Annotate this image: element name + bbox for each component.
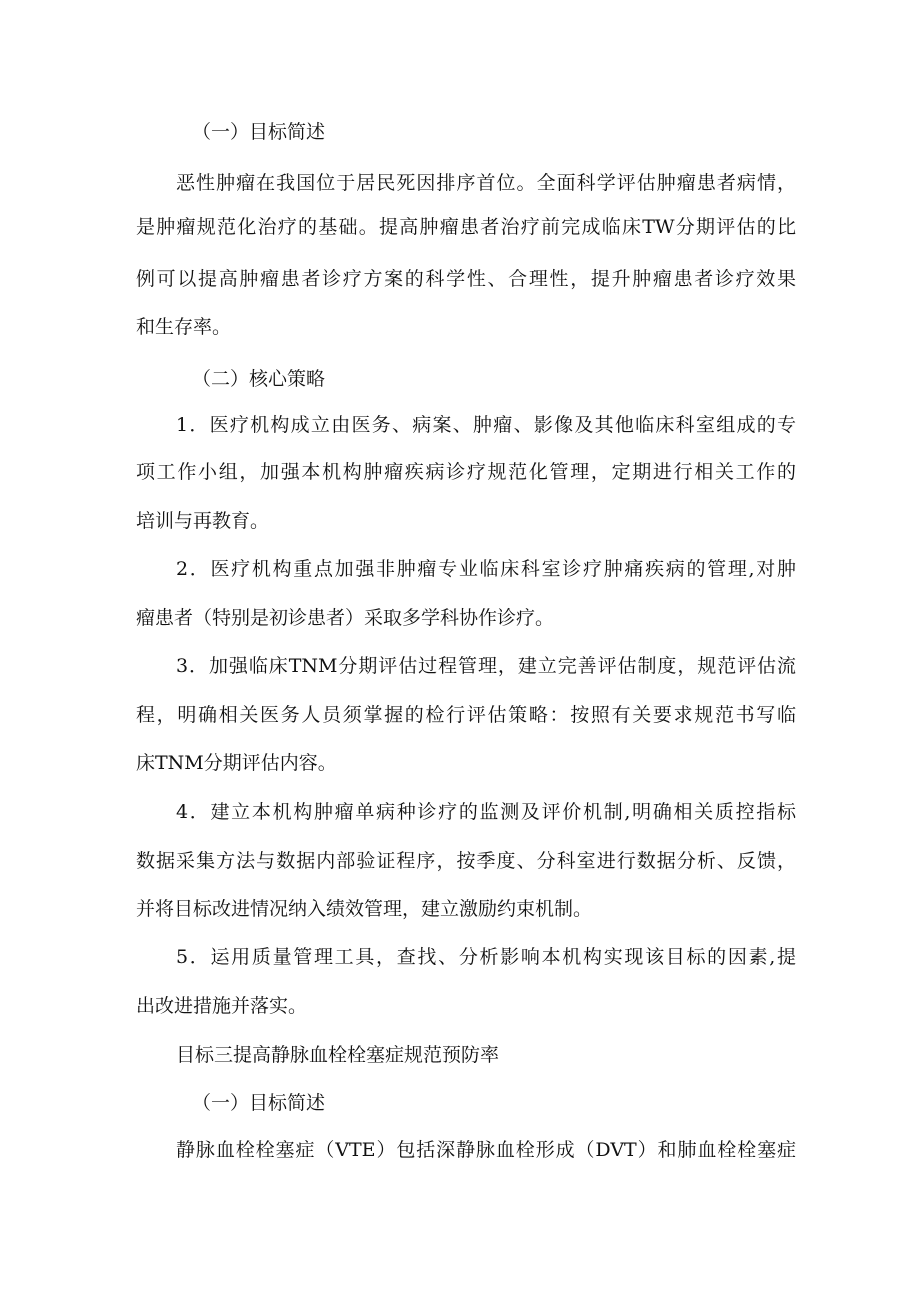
section2-heading: （二）核心策略 [192, 368, 326, 390]
section1-heading: （一）目标简述 [192, 121, 326, 143]
list-item-line: 3．加强临床TNM分期评估过程管理，建立完善评估制度，规范评估流 [176, 655, 796, 677]
list-item-line: 项工作小组，加强本机构肿瘤疾病诊疗规范化管理，定期进行相关工作的 [136, 461, 796, 483]
goal3-title: 目标三提高静脉血栓栓塞症规范预防率 [176, 1044, 500, 1066]
list-item-line: 培训与再教育。 [136, 510, 270, 532]
list-item-line: 程，明确相关医务人员须掌握的检行评估策略：按照有关要求规范书写临 [136, 704, 796, 726]
list-item-line: 并将目标改进情况纳入绩效管理，建立激励约束机制。 [136, 898, 593, 920]
list-item-line: 1．医疗机构成立由医务、病案、肿瘤、影像及其他临床科室组成的专 [176, 414, 796, 436]
list-item-line: 瘤患者（特别是初诊患者）采取多学科协作诊疗。 [136, 607, 555, 629]
list-item-line: 5．运用质量管理工具，查找、分析影响本机构实现该目标的因素,提 [176, 946, 796, 968]
paragraph-line: 例可以提高肿瘤患者诊疗方案的科学性、合理性，提升肿瘤患者诊疗效果 [136, 268, 796, 290]
paragraph-line: 静脉血栓栓塞症（VTE）包括深静脉血栓形成（DVT）和肺血栓栓塞症 [176, 1139, 796, 1161]
list-item-line: 4．建立本机构肿瘤单病种诊疗的监测及评价机制,明确相关质控指标 [176, 801, 796, 823]
list-item-line: 出改进措施并落实。 [136, 995, 308, 1017]
paragraph-line: 是肿瘤规范化治疗的基础。提高肿瘤患者治疗前完成临床TW分期评估的比 [136, 216, 796, 238]
goal3-heading: （一）目标简述 [192, 1092, 326, 1114]
paragraph-line: 恶性肿瘤在我国位于居民死因排序首位。全面科学评估肿瘤患者病情， [176, 172, 796, 194]
list-item-line: 2．医疗机构重点加强非肿瘤专业临床科室诊疗肿痛疾病的管理,对肿 [176, 558, 796, 580]
list-item-line: 数据采集方法与数据内部验证程序，按季度、分科室进行数据分析、反馈， [136, 850, 796, 872]
paragraph-line: 和生存率。 [136, 316, 232, 338]
list-item-line: 床TNM分期评估内容。 [136, 752, 337, 774]
